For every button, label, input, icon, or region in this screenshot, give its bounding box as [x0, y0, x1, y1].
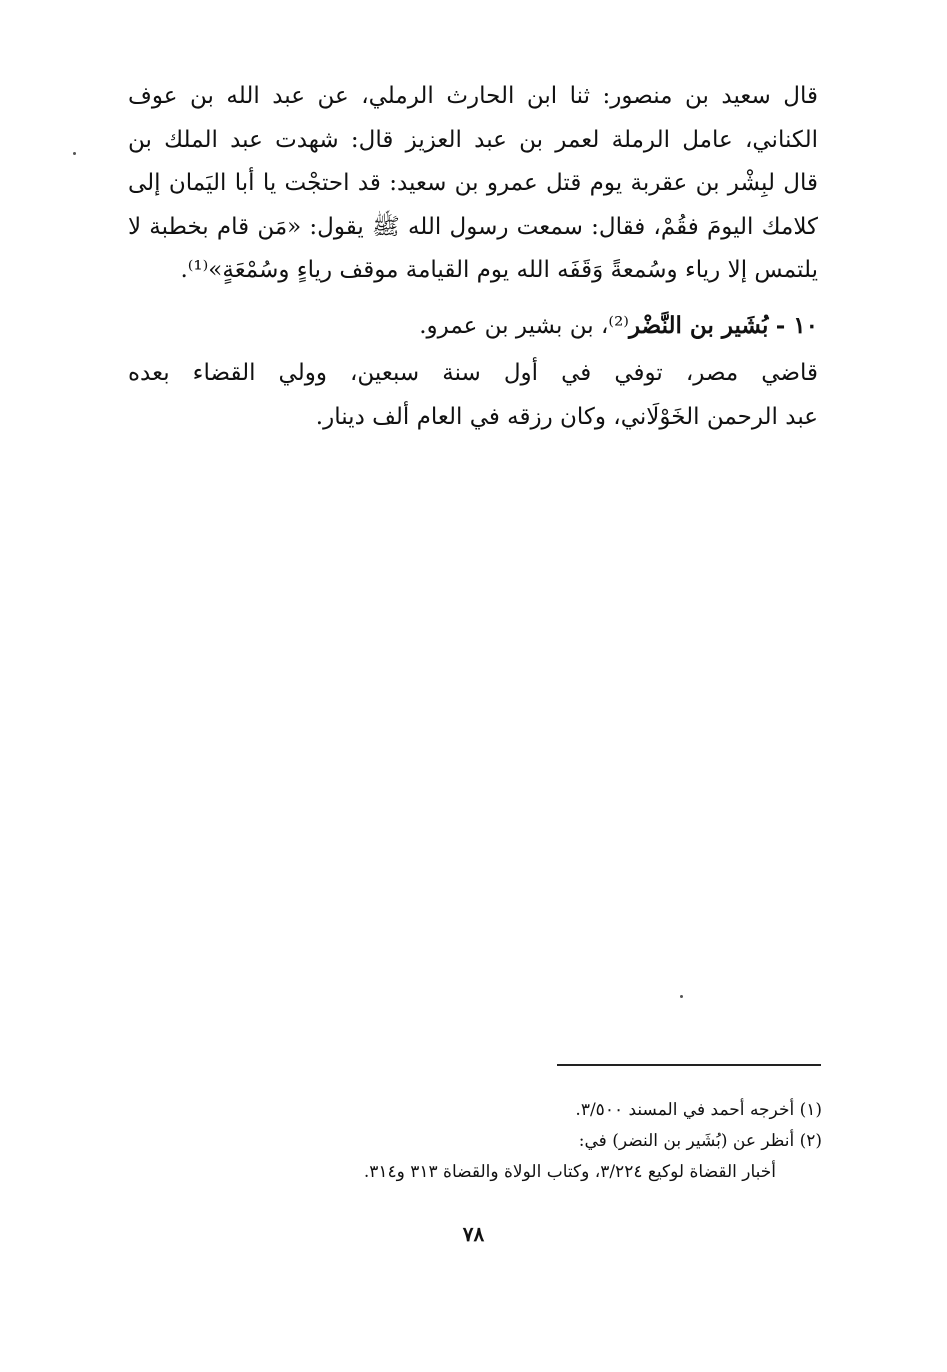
- footnote-1: (١) أخرجه أحمد في المسند ٣/٥٠٠.: [575, 1100, 822, 1120]
- paragraph-2-line-2: عبد الرحمن الخَوْلَاني، وكان رزقه في العام ألف دينار.: [315, 403, 818, 430]
- footnotes: [200, 1095, 822, 1188]
- footnote-2: (٢) أنظر عن (بُشَير بن النضر) في:: [578, 1131, 822, 1151]
- footnote-2-continuation: أخبار القضاة لوكيع ٣/٢٢٤، وكتاب الولاة والقضاة ٣١٣ و٣١٤.: [363, 1162, 776, 1182]
- paragraph-1-line-5: يلتمس إلا رياء وسُمعةً وَقَفَه الله يوم القيامة موقف رياءٍ وسُمْعَةٍ»⁽¹⁾.: [180, 257, 818, 283]
- entry-lineage: ، بن بشير بن عمرو.: [419, 313, 609, 339]
- paragraph-1-line-3: قال لبِشْر بن عقربة يوم قتل عمرو بن سعيد: قد احتجْت يا أبا اليَمان إلى: [128, 170, 818, 196]
- scan-speck: [73, 152, 76, 155]
- paragraph-2: [128, 352, 818, 439]
- scan-speck: [680, 995, 683, 998]
- page-number: ٧٨: [462, 1222, 485, 1246]
- paragraph-1: [128, 75, 818, 293]
- entry-name: بُشَير بن النَّضْر: [628, 312, 769, 339]
- paragraph-2-line-1: قاضي مصر، توفي في أول سنة سبعين، وولي القضاء بعده: [128, 360, 818, 386]
- paragraph-1-line-2: الكناني، عامل الرملة لعمر بن عبد العزيز قال: شهدت عبد الملك بن: [128, 126, 818, 153]
- footnote-ref-2: ⁽²⁾: [608, 313, 629, 339]
- paragraph-1-line-4: كلامك اليومَ فقُمْ، فقال: سمعت رسول الله ﷺ يقول: «مَن قام بخطبة لا: [128, 213, 818, 240]
- paragraph-1-line-1: قال سعيد بن منصور: ثنا ابن الحارث الرملي، عن عبد الله بن عوف: [128, 83, 818, 109]
- footnote-separator: [557, 1064, 821, 1066]
- entry-heading: [128, 304, 818, 349]
- entry-number: ١٠ -: [775, 312, 818, 339]
